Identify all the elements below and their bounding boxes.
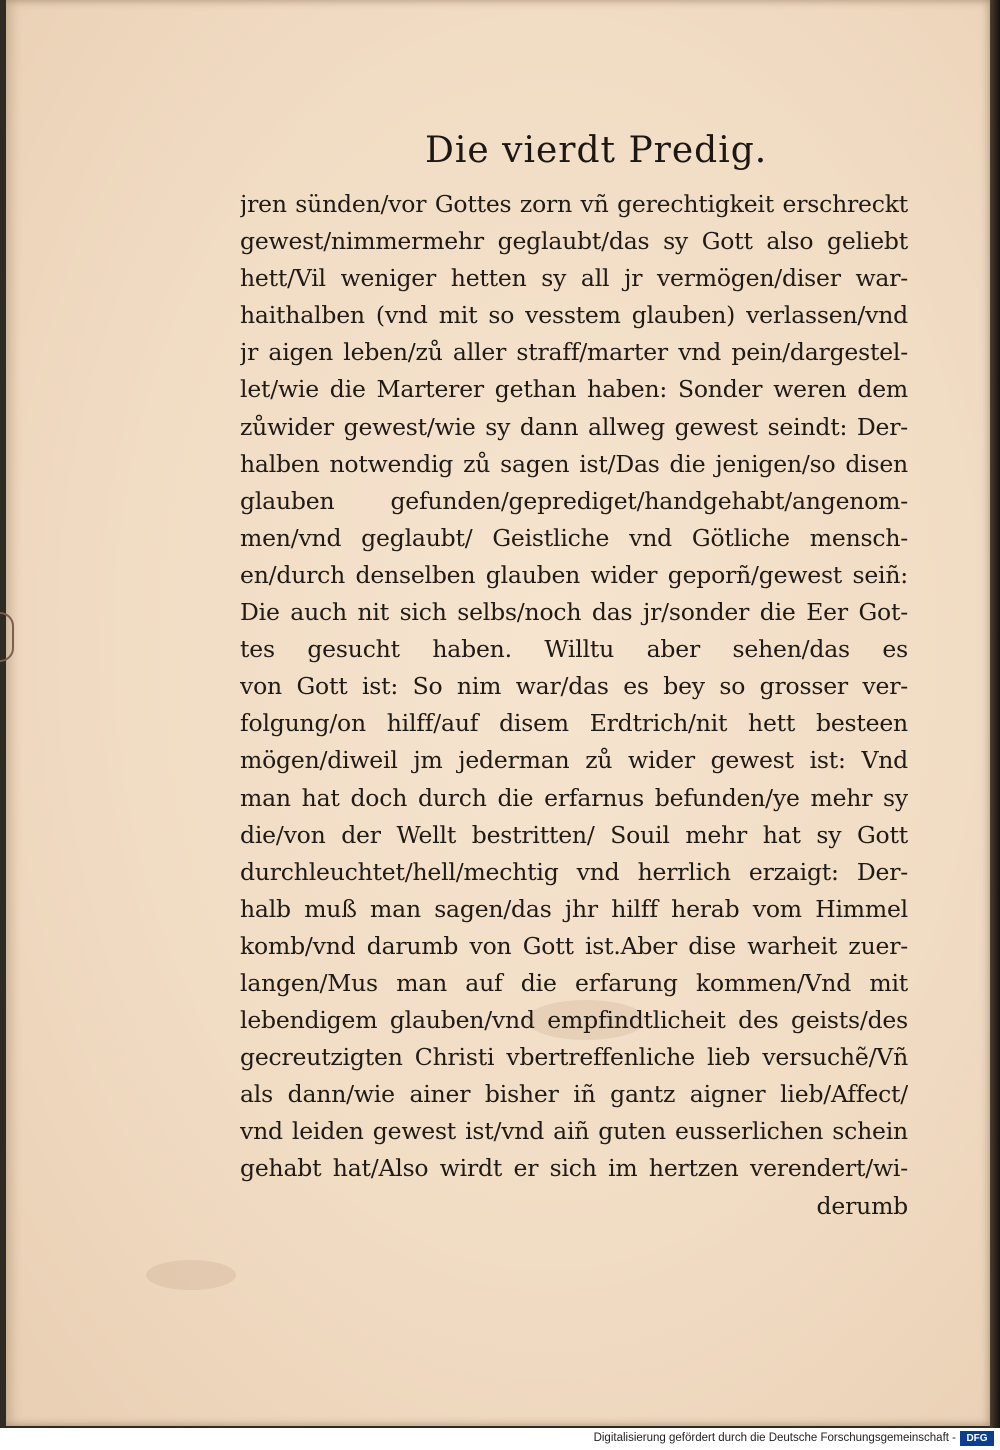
footer-credit: Digitalisierung gefördert durch die Deutsche Forschungsgemeinschaft - [593, 1432, 956, 1444]
page-edge [990, 0, 1000, 1428]
text-line: jren sünden/vor Gottes zorn vñ gerechtigkeit erschreckt [240, 190, 908, 218]
page-title: Die vierdt Predig. [425, 130, 768, 171]
catchword: derumb [816, 1191, 908, 1220]
text-line: gecreutzigten Christi vbertreffenliche lieb versuchẽ/Vñ [240, 1043, 908, 1072]
text-line: Die auch nit sich selbs/noch das jr/sonder die Eer Got- [240, 598, 908, 627]
text-line: hett/Vil weniger hetten sy all jr vermögen/diser war- [240, 264, 908, 293]
text-line: en/durch denselben glauben wider geporñ/gewest seiñ: [240, 560, 908, 589]
text-line: glauben gefunden/geprediget/handgehabt/angenom- [240, 486, 908, 515]
text-line: let/wie die Marterer gethan haben: Sonder weren dem [240, 375, 908, 404]
text-line: als dann/wie ainer bisher iñ gantz aigner lieb/Affect/ [240, 1080, 908, 1109]
footer-bar [0, 1428, 1000, 1450]
text-line: langen/Mus man auf die erfarung kommen/Vnd mit [240, 968, 908, 997]
dfg-logo: DFG [960, 1431, 994, 1446]
text-line: durchleuchtet/hell/mechtig vnd herrlich erzaigt: Der- [240, 857, 908, 886]
text-line: folgung/on hilff/auf disem Erdtrich/nit hett besteen [240, 709, 908, 738]
text-block [240, 186, 908, 1225]
text-line: jr aigen leben/zů aller straff/marter vnd pein/dargestel- [240, 338, 908, 367]
text-line: die/von der Wellt bestritten/ Souil mehr hat sy Gott [240, 820, 908, 849]
text-line: gehabt hat/Also wirdt er sich im hertzen verendert/wi- [240, 1154, 908, 1183]
binding-mark [0, 612, 14, 662]
text-line: haithalben (vnd mit so vesstem glauben) verlassen/vnd [240, 301, 908, 330]
text-line: tes gesucht haben. Willtu aber sehen/das es [240, 635, 908, 664]
text-line: mögen/diweil jm jederman zů wider gewest ist: Vnd [240, 746, 908, 775]
text-line: vnd leiden gewest ist/vnd aiñ guten eusserlichen schein [240, 1117, 908, 1146]
text-line: lebendigem glauben/vnd empfindtlicheit des geists/des [240, 1006, 908, 1035]
text-line: zůwider gewest/wie sy dann allweg gewest seindt: Der- [240, 412, 908, 441]
text-line: halb muß man sagen/das jhr hilff herab vom Himmel [240, 894, 908, 923]
paper-stain [146, 1260, 236, 1290]
text-line: gewest/nimmermehr geglaubt/das sy Gott also geliebt [240, 227, 908, 256]
text-line: von Gott ist: So nim war/das es bey so grosser ver- [240, 672, 908, 701]
text-line: man hat doch durch die erfarnus befunden/ye mehr sy [240, 783, 908, 812]
text-line: komb/vnd darumb von Gott ist.Aber dise warheit zuer- [240, 931, 908, 960]
text-line: men/vnd geglaubt/ Geistliche vnd Götliche mensch- [240, 523, 908, 552]
text-line: halben notwendig zů sagen ist/Das die jenigen/so disen [240, 449, 908, 478]
